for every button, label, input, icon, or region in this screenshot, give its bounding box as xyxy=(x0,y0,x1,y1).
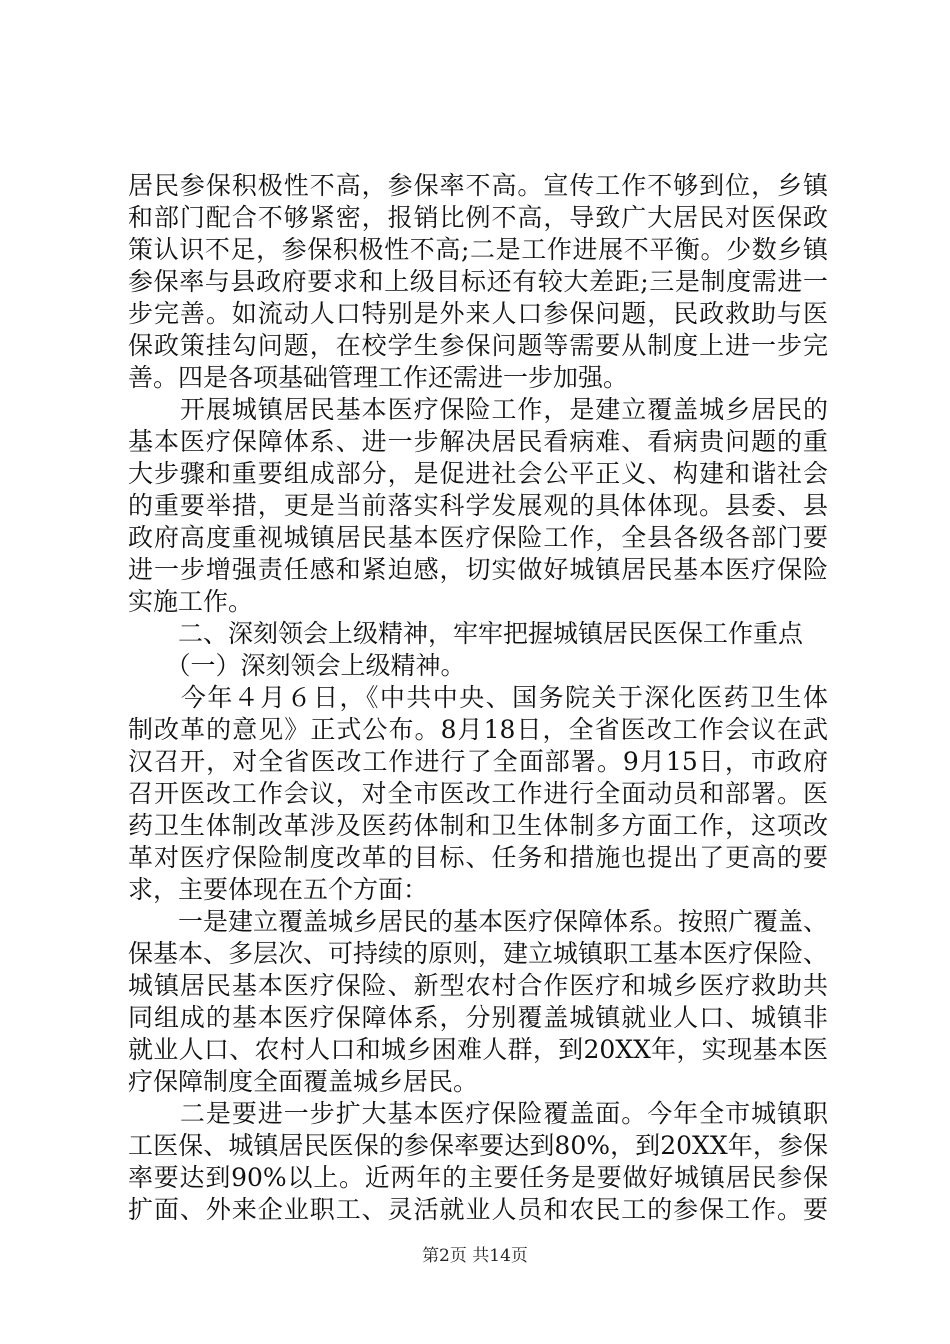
text-line: 扩面、外来企业职工、灵活就业人员和农民工的参保工作。要 xyxy=(128,1195,828,1224)
text-line: 革对医疗保险制度改革的目标、任务和措施也提出了更高的要 xyxy=(128,843,828,872)
text-line: 工医保、城镇居民医保的参保率要达到80%，到20XX年，参保 xyxy=(128,1131,828,1160)
text-line: 基本医疗保障体系、进一步解决居民看病难、看病贵问题的重 xyxy=(128,427,828,456)
text-line: 开展城镇居民基本医疗保险工作，是建立覆盖城乡居民的 xyxy=(128,395,828,424)
text-line: 药卫生体制改革涉及医药体制和卫生体制多方面工作，这项改 xyxy=(128,811,828,840)
text-line: 汉召开，对全省医改工作进行了全面部署。9月15日，市政府 xyxy=(128,747,828,776)
text-line: 率要达到90%以上。近两年的主要任务是要做好城镇居民参保 xyxy=(128,1163,828,1192)
text-line: 善。四是各项基础管理工作还需进一步加强。 xyxy=(128,363,629,392)
text-line: 一是建立覆盖城乡居民的基本医疗保障体系。按照广覆盖、 xyxy=(128,907,828,936)
text-line: 和部门配合不够紧密，报销比例不高，导致广大居民对医保政 xyxy=(128,203,828,232)
text-line: 实施工作。 xyxy=(128,587,254,616)
text-line: 城镇居民基本医疗保险、新型农村合作医疗和城乡医疗救助共 xyxy=(128,971,828,1000)
text-line: 疗保障制度全面覆盖城乡居民。 xyxy=(128,1067,479,1096)
text-line: 进一步增强责任感和紧迫感，切实做好城镇居民基本医疗保险 xyxy=(128,555,828,584)
text-line: 步完善。如流动人口特别是外来人口参保问题，民政救助与医 xyxy=(128,299,828,328)
text-line: 大步骤和重要组成部分，是促进社会公平正义、构建和谐社会 xyxy=(128,459,828,488)
text-line: 今年４月６日，《中共中央、国务院关于深化医药卫生体 xyxy=(128,683,828,712)
section-heading: 二、深刻领会上级精神，牢牢把握城镇居民医保工作重点 xyxy=(128,619,804,648)
text-line: 求，主要体现在五个方面： xyxy=(128,875,429,904)
text-line: 就业人口、农村人口和城乡困难人群，到20XX年，实现基本医 xyxy=(128,1035,828,1064)
text-line: 二是要进一步扩大基本医疗保险覆盖面。今年全市城镇职 xyxy=(128,1099,828,1128)
subsection-heading: （一）深刻领会上级精神。 xyxy=(128,651,466,680)
text-line: 保政策挂勾问题，在校学生参保问题等需要从制度上进一步完 xyxy=(128,331,828,360)
page-number-footer: 第2页 共14页 xyxy=(422,1246,528,1266)
text-line: 制改革的意见》正式公布。8月18日，全省医改工作会议在武 xyxy=(128,715,828,744)
text-line: 策认识不足，参保积极性不高;二是工作进展不平衡。少数乡镇 xyxy=(128,235,828,264)
text-line: 政府高度重视城镇居民基本医疗保险工作，全县各级各部门要 xyxy=(128,523,828,552)
text-line: 参保率与县政府要求和上级目标还有较大差距;三是制度需进一 xyxy=(128,267,828,296)
text-line: 居民参保积极性不高，参保率不高。宣传工作不够到位，乡镇 xyxy=(128,171,828,200)
text-line: 同组成的基本医疗保障体系，分别覆盖城镇就业人口、城镇非 xyxy=(128,1003,828,1032)
text-line: 保基本、多层次、可持续的原则，建立城镇职工基本医疗保险、 xyxy=(128,939,828,968)
text-line: 的重要举措，更是当前落实科学发展观的具体体现。县委、县 xyxy=(128,491,828,520)
text-line: 召开医改工作会议，对全市医改工作进行全面动员和部署。医 xyxy=(128,779,828,808)
